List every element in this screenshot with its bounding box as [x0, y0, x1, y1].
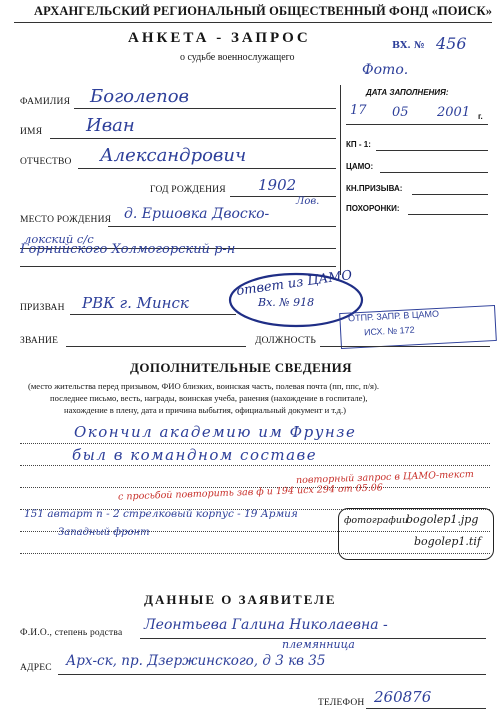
header-rule [14, 22, 492, 23]
ref-label: ВХ. № [392, 40, 425, 51]
phone-value: 260876 [374, 688, 432, 706]
foto-note: Фото. [362, 62, 409, 78]
additional-hand1: Окончил академию им Фрунзе [74, 423, 357, 441]
fio-label: Ф.И.О., степень родства [20, 628, 123, 638]
address-label: АДРЕС [20, 663, 52, 673]
otchestvo-line [78, 168, 336, 169]
stamp-num: Вх. № 918 [258, 296, 315, 309]
god-label: ГОД РОЖДЕНИЯ [150, 185, 226, 195]
relation-value: племянница [282, 638, 355, 651]
date-day: 17 [350, 103, 367, 118]
pohoronki-label: ПОХОРОНКИ: [346, 204, 400, 213]
imya-value: Иван [86, 115, 135, 136]
additional-hand3: 151 автарт п - 2 стрелковый корпус - 19 Армия [24, 508, 298, 520]
ref-value: 456 [436, 34, 467, 53]
additional-hand4: Западный фронт [58, 527, 150, 538]
phone-label: ТЕЛЕФОН [318, 698, 365, 708]
form-subtitle: о судьбе военнослужащего [180, 52, 295, 63]
date-month: 05 [392, 105, 409, 120]
file2: bogolep1.tif [414, 535, 481, 548]
address-value: Арх-ск, пр. Дзержинского, д 3 кв 35 [66, 653, 326, 669]
date-suffix: г. [478, 112, 483, 121]
prizvan-value: РВК г. Минск [82, 294, 189, 312]
additional-heading: ДОПОЛНИТЕЛЬНЫЕ СВЕДЕНИЯ [130, 360, 352, 375]
kp1-label: КП - 1: [346, 140, 371, 149]
camo-label: ЦАМО: [346, 162, 374, 171]
familiya-label: ФАМИЛИЯ [20, 97, 71, 107]
god-line [230, 196, 336, 197]
additional-desc2: последнее письмо, весть, награды, воинская учеба, ранения (нахождение в госпитале), [50, 393, 368, 403]
applicant-heading: ДАННЫЕ О ЗАЯВИТЕЛЕ [144, 592, 337, 607]
lov-note: Лов. [296, 196, 320, 207]
date-year: 2001 [437, 105, 471, 120]
god-value: 1902 [258, 176, 297, 194]
familiya-line [74, 108, 336, 109]
mesto-label: МЕСТО РОЖДЕНИЯ [20, 215, 112, 225]
org-name: АРХАНГЕЛЬСКИЙ РЕГИОНАЛЬНЫЙ ОБЩЕСТВЕННЫЙ ФОНД «ПОИСК» [34, 4, 493, 18]
zvanie-label: ЗВАНИЕ [20, 336, 59, 346]
kn-prizyva-label: КН.ПРИЗЫВА: [346, 184, 403, 193]
date-label: ДАТА ЗАПОЛНЕНИЯ: [366, 88, 449, 97]
date-underline [346, 124, 488, 125]
mesto-line2: локский с/с [24, 232, 94, 246]
additional-hand2: был в командном составе [72, 446, 318, 464]
otchestvo-value: Александрович [100, 145, 247, 166]
files-label: фотографии [344, 515, 409, 526]
mesto-line1: д. Ершовка Двоско- [124, 206, 270, 222]
otchestvo-label: ОТЧЕСТВО [20, 157, 72, 167]
otpr-line2: ИСХ. № 172 [363, 324, 415, 338]
dolzhnost-label: ДОЛЖНОСТЬ [255, 336, 317, 346]
additional-red1: повторный запрос в ЦАМО-текст [295, 468, 474, 487]
stamp-answer: ответ из ЦАМО [235, 267, 354, 300]
imya-line [50, 138, 336, 139]
form-title: АНКЕТА - ЗАПРОС [128, 30, 311, 46]
fio-value: Леонтьева Галина Николаевна - [144, 617, 388, 633]
familiya-value: Боголепов [90, 86, 190, 107]
additional-red2: с просьбой повторить зав ф и 194 исх 294 от 05.06 [117, 482, 384, 503]
mesto-line3: Горнийского Холмогорский р-н [20, 242, 236, 257]
additional-desc1: (место жительства перед призывом, ФИО близких, воинская часть, полевая почта (пп, ппс, п/я). [28, 381, 380, 391]
prizvan-label: ПРИЗВАН [20, 303, 65, 313]
file1: bogolep1.jpg [406, 513, 479, 526]
imya-label: ИМЯ [20, 127, 43, 137]
additional-desc3: нахождение в плену, дата и причина выбытия, официальный документ и т.д.) [64, 405, 347, 415]
otpr-line1: ОТПР. ЗАПР. В ЦАМО [347, 308, 440, 324]
